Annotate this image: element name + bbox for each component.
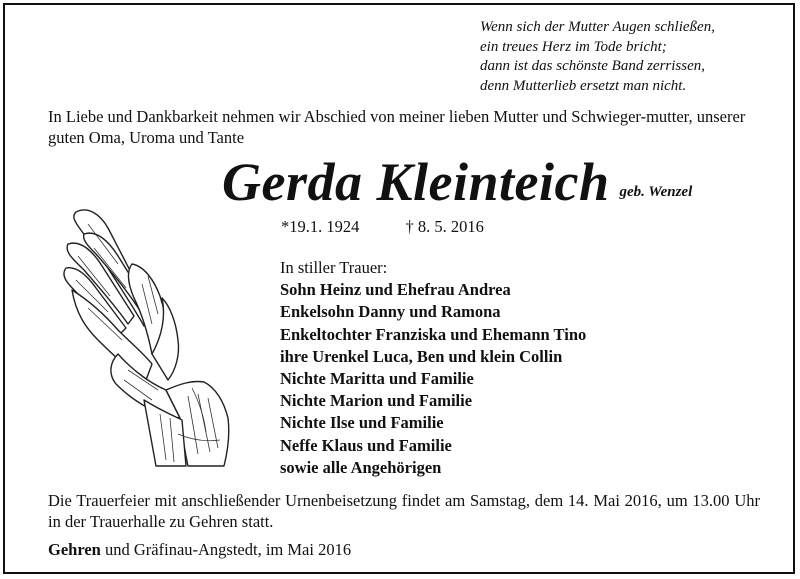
mourner-line: Enkelsohn Danny und Ramona — [280, 302, 501, 322]
mourner-line: Nichte Ilse und Familie — [280, 413, 444, 433]
mourner-line: Nichte Marion und Familie — [280, 391, 473, 411]
poem-line: dann ist das schönste Band zerrissen, — [480, 58, 705, 74]
mourner-line: Nichte Maritta und Familie — [280, 369, 474, 389]
place-rest: und Gräfinau-Angstedt, im Mai 2016 — [100, 540, 352, 559]
death-date: † 8. 5. 2016 — [405, 217, 484, 236]
mourner-line: Neffe Klaus und Familie — [280, 435, 452, 455]
poem — [480, 18, 715, 96]
intro-text: In Liebe und Dankbarkeit nehmen wir Abschied von meiner lieben Mutter und Schwieger-mutter, unserer guten Oma, Uroma und Tante — [48, 107, 746, 147]
maiden-name: geb. Wenzel — [619, 184, 693, 200]
praying-hands-icon — [48, 204, 248, 474]
poem-line: ein treues Herz im Tode bricht; — [480, 38, 667, 55]
mourner-line: Sohn Heinz und Ehefrau Andrea — [280, 280, 511, 300]
poem-line: denn Mutterlieb ersetzt man nicht. — [480, 77, 687, 94]
place-date — [48, 540, 351, 560]
mourners-heading: In stiller Trauer: — [280, 258, 388, 277]
mourner-line: sowie alle Angehörigen — [280, 457, 442, 477]
deceased-heading — [222, 150, 692, 214]
life-dates — [281, 217, 484, 237]
mourner-line: Enkeltochter Franziska und Ehemann Tino — [280, 324, 587, 344]
service-info: Die Trauerfeier mit anschließender Urnenbeisetzung findet am Samstag, dem 14. Mai 2016, um 13.00 Uhr in der Trauerhalle zu Gehren statt. — [48, 491, 760, 531]
birth-date: *19.1. 1924 — [281, 217, 360, 236]
mourner-line: ihre Urenkel Luca, Ben und klein Collin — [280, 346, 563, 366]
place-town: Gehren — [48, 540, 101, 559]
mourners — [280, 257, 586, 479]
deceased-name: Gerda Kleinteich — [222, 152, 610, 212]
poem-line: Wenn sich der Mutter Augen schließen, — [480, 19, 715, 35]
